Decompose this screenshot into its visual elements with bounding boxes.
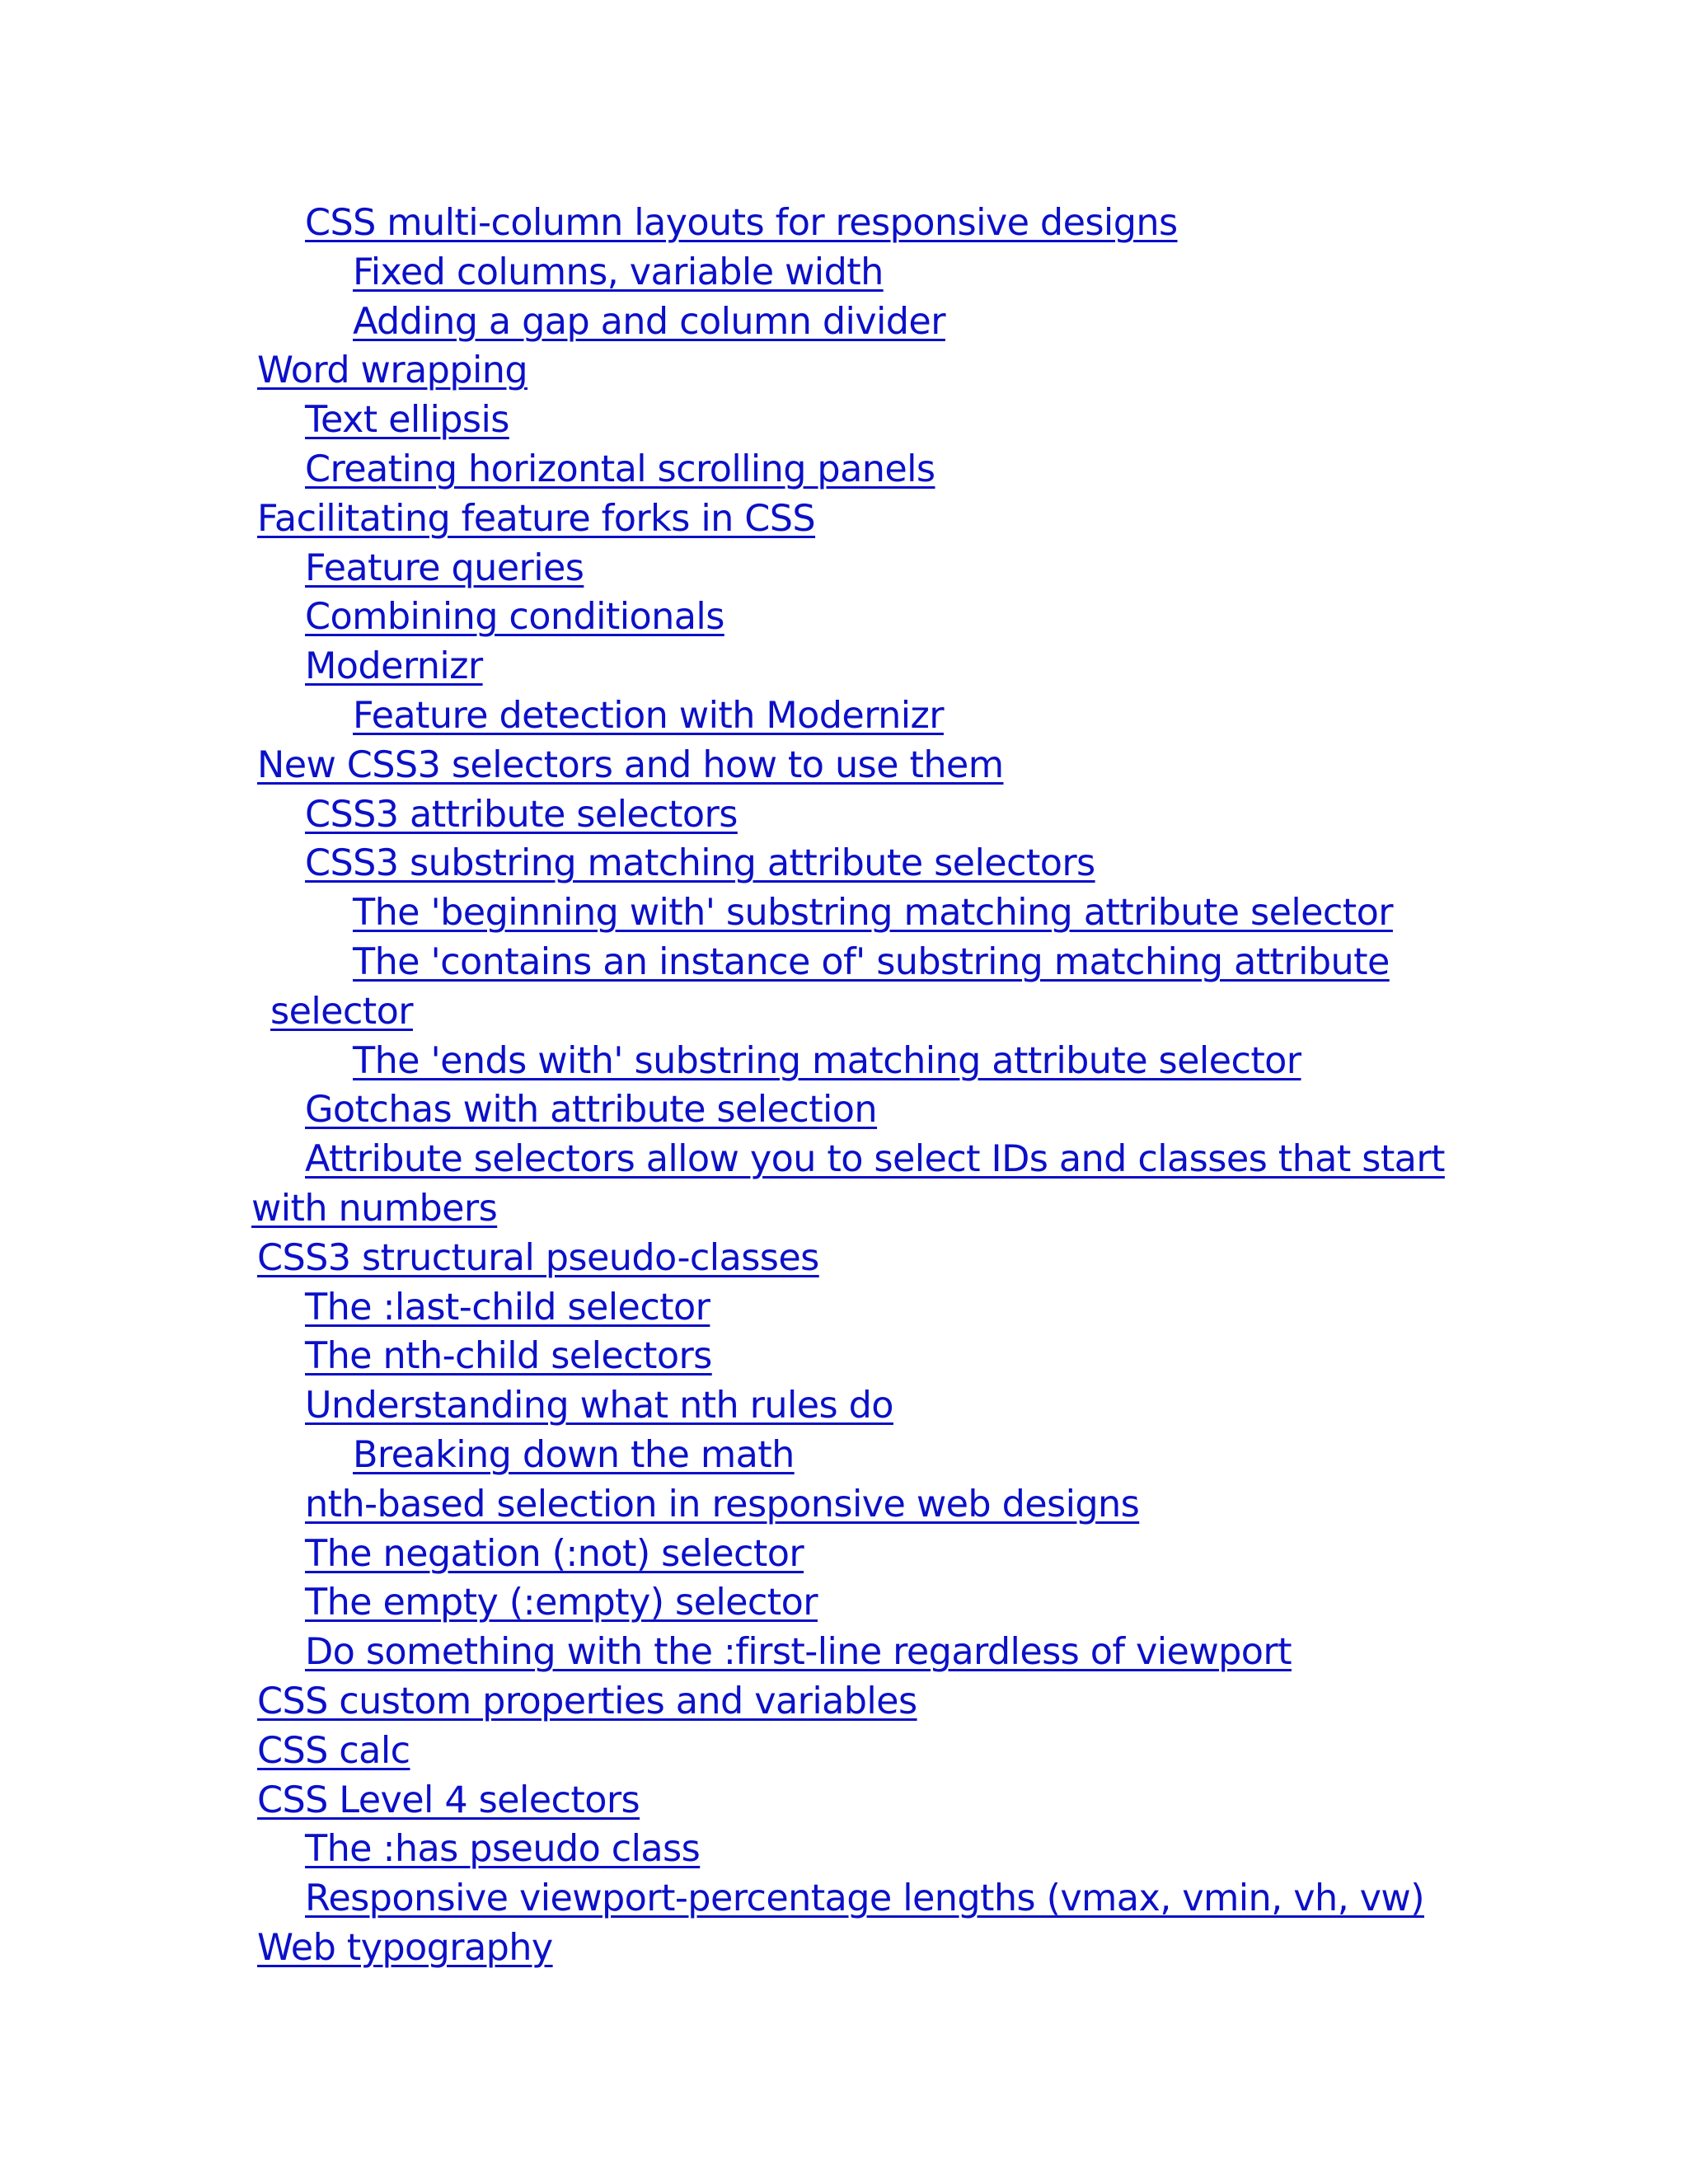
toc-link[interactable]: The 'ends with' substring matching attribute selector bbox=[353, 1039, 1301, 1082]
toc-link[interactable]: Word wrapping bbox=[257, 349, 528, 392]
toc-link[interactable]: Responsive viewport-percentage lengths (vmax, vmin, vh, vw) bbox=[305, 1877, 1424, 1920]
toc-link[interactable]: Text ellipsis bbox=[305, 399, 509, 442]
toc-link[interactable]: Facilitating feature forks in CSS bbox=[257, 497, 816, 540]
toc-link[interactable]: The nth-child selectors bbox=[305, 1335, 712, 1378]
toc-link[interactable]: Understanding what nth rules do bbox=[305, 1385, 893, 1427]
toc-link[interactable]: The :last-child selector bbox=[305, 1286, 710, 1329]
toc-link[interactable]: Modernizr bbox=[305, 645, 483, 688]
toc-link[interactable]: The 'contains an instance of' substring matching attribute bbox=[353, 940, 1390, 983]
toc-link[interactable]: CSS custom properties and variables bbox=[257, 1680, 917, 1722]
toc-link[interactable]: Do something with the :first-line regardless of viewport bbox=[305, 1631, 1292, 1674]
toc-link[interactable]: CSS multi-column layouts for responsive designs bbox=[305, 202, 1178, 244]
toc-link[interactable]: nth-based selection in responsive web designs bbox=[305, 1483, 1140, 1526]
toc-link[interactable]: The :has pseudo class bbox=[305, 1828, 701, 1871]
toc-link[interactable]: Combining conditionals bbox=[305, 596, 724, 639]
toc-link[interactable]: Adding a gap and column divider bbox=[353, 300, 945, 343]
toc-link-continuation[interactable]: with numbers bbox=[251, 1187, 498, 1230]
toc-link[interactable]: Feature queries bbox=[305, 546, 584, 589]
toc-link[interactable]: The negation (:not) selector bbox=[305, 1532, 804, 1575]
toc-link[interactable]: Feature detection with Modernizr bbox=[353, 694, 944, 737]
toc-link[interactable]: CSS3 attribute selectors bbox=[305, 793, 738, 836]
toc-link[interactable]: CSS Level 4 selectors bbox=[257, 1779, 640, 1821]
toc-link[interactable]: Breaking down the math bbox=[353, 1433, 795, 1476]
toc-link-continuation[interactable]: selector bbox=[270, 990, 413, 1033]
toc-link[interactable]: Web typography bbox=[257, 1926, 553, 1969]
toc-link[interactable]: Creating horizontal scrolling panels bbox=[305, 448, 935, 490]
table-of-contents bbox=[251, 199, 1471, 1973]
toc-link[interactable]: CSS3 structural pseudo-classes bbox=[257, 1236, 819, 1279]
toc-link[interactable]: CSS calc bbox=[257, 1729, 410, 1772]
toc-link[interactable]: CSS3 substring matching attribute selectors bbox=[305, 842, 1095, 885]
toc-link[interactable]: The empty (:empty) selector bbox=[305, 1582, 818, 1624]
toc-link[interactable]: Fixed columns, variable width bbox=[353, 251, 884, 293]
toc-link[interactable]: Gotchas with attribute selection bbox=[305, 1089, 878, 1132]
toc-link[interactable]: The 'beginning with' substring matching attribute selector bbox=[353, 892, 1393, 935]
toc-link[interactable]: New CSS3 selectors and how to use them bbox=[257, 743, 1004, 786]
toc-link[interactable]: Attribute selectors allow you to select IDs and classes that start bbox=[305, 1138, 1445, 1181]
